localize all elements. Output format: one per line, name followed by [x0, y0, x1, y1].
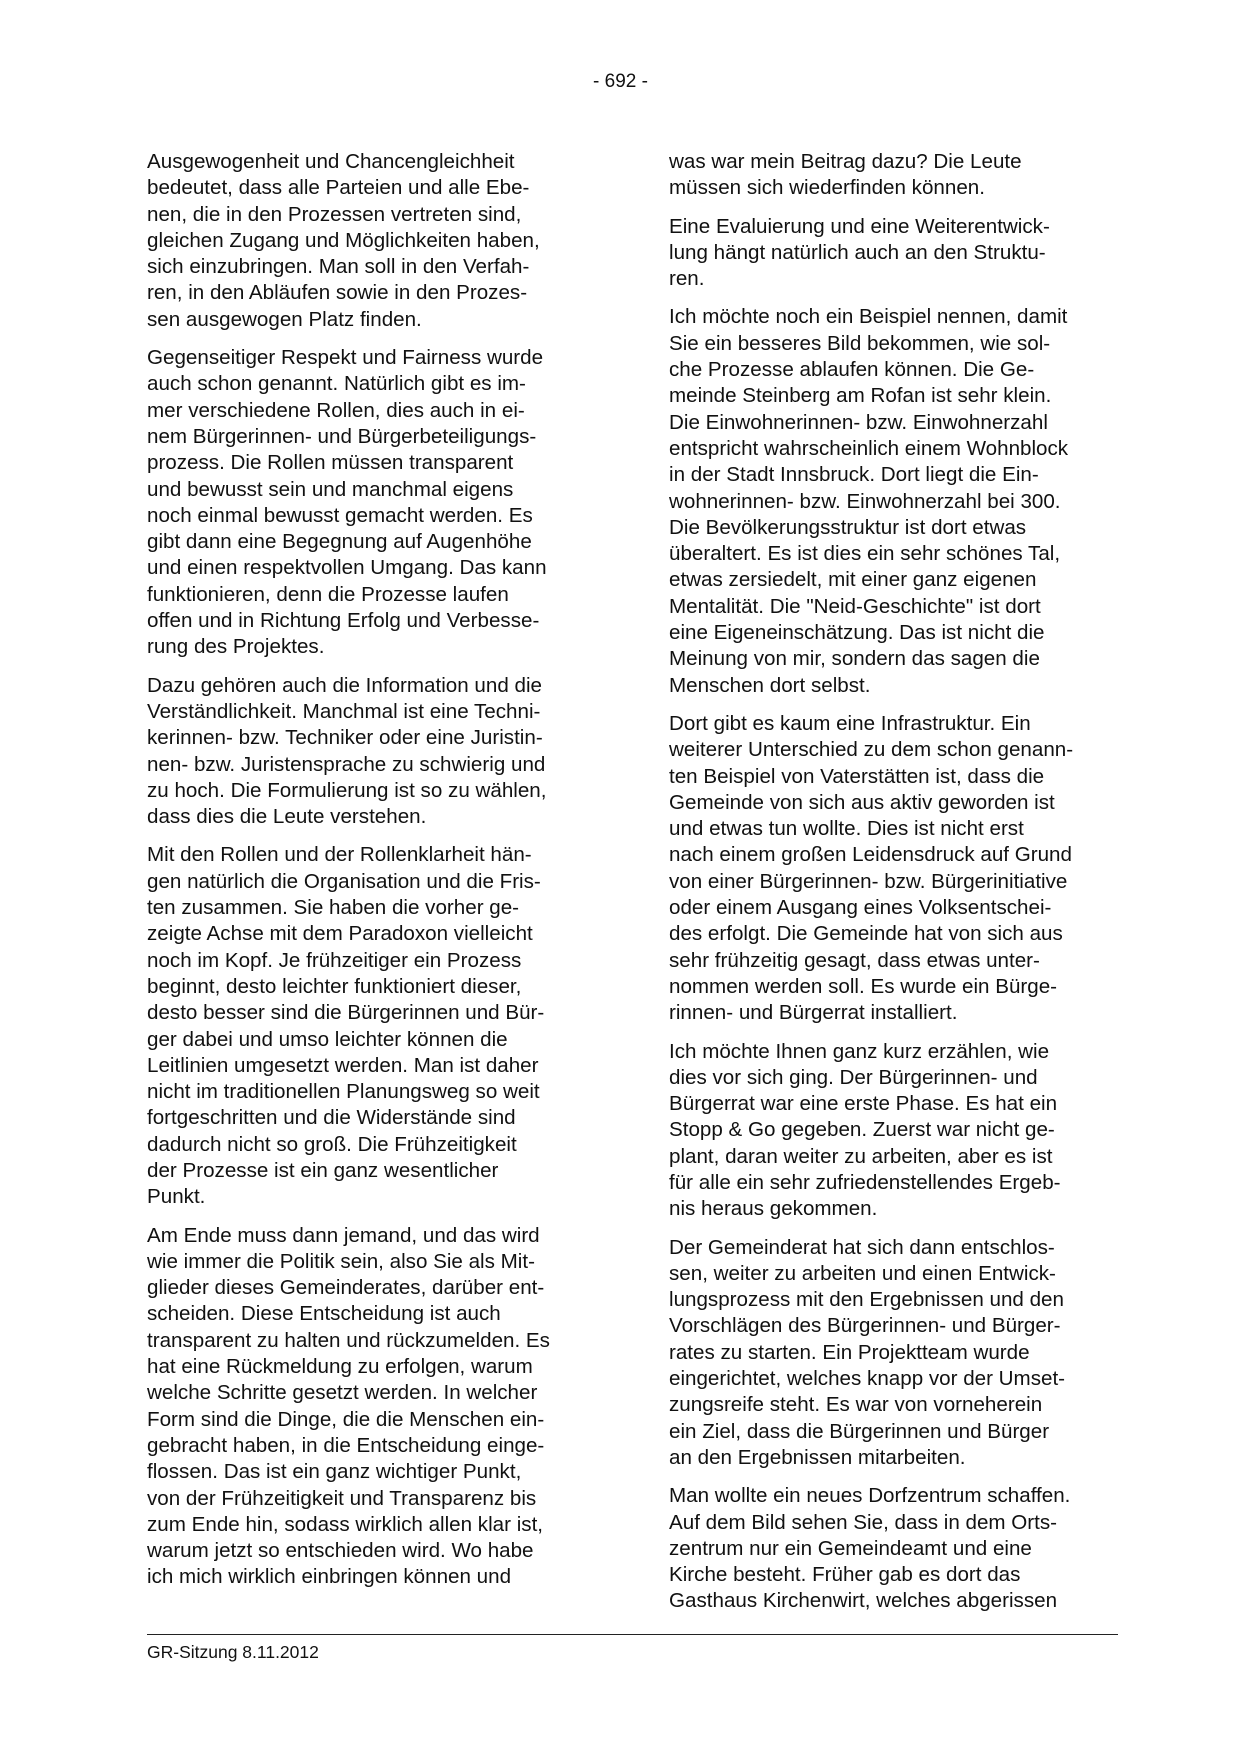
text-line: noch einmal bewusst gemacht werden. Es — [147, 503, 533, 527]
text-line: und einen respektvollen Umgang. Das kann — [147, 556, 547, 580]
text-line: Form sind die Dinge, die die Menschen ein- — [147, 1407, 545, 1431]
text-line: sen, weiter zu arbeiten und einen Entwick- — [669, 1261, 1056, 1285]
text-line: Die Einwohnerinnen- bzw. Einwohnerzahl — [669, 410, 1048, 434]
text-line: und etwas tun wollte. Dies ist nicht erst — [669, 817, 1024, 841]
text-line: kerinnen- bzw. Techniker oder eine Juristin- — [147, 726, 543, 750]
paragraph — [669, 711, 1109, 1027]
text-line: flossen. Das ist ein ganz wichtiger Punkt, — [147, 1460, 522, 1484]
text-line: gen natürlich die Organisation und die Fris- — [147, 869, 541, 893]
text-line: ein Ziel, dass die Bürgerinnen und Bürger — [669, 1419, 1050, 1443]
text-line: ger dabei und umso leichter können die — [147, 1027, 508, 1051]
text-line: bedeutet, dass alle Parteien und alle Ebe- — [147, 176, 530, 200]
text-line: nommen werden soll. Es wurde ein Bürge- — [669, 974, 1058, 998]
text-line: transparent zu halten und rückzumelden. Es — [147, 1328, 550, 1352]
text-line: meinde Steinberg am Rofan ist sehr klein. — [669, 384, 1052, 408]
text-line: zungsreife steht. Es war von vorneherein — [669, 1393, 1043, 1417]
text-line: Leitlinien umgesetzt werden. Man ist daher — [147, 1053, 539, 1077]
text-line: welche Schritte gesetzt werden. In welcher — [147, 1381, 538, 1405]
text-line: Gemeinde von sich aus aktiv geworden ist — [669, 790, 1055, 814]
text-line: überaltert. Es ist dies ein sehr schönes Tal, — [669, 542, 1061, 566]
text-line: ren, in den Abläufen sowie in den Prozes- — [147, 281, 528, 305]
text-line: der Prozesse ist ein ganz wesentlicher — [147, 1158, 499, 1182]
text-line: ren. — [669, 267, 705, 291]
paragraph — [147, 345, 587, 661]
text-line: auch schon genannt. Natürlich gibt es im- — [147, 372, 526, 396]
text-line: an den Ergebnissen mitarbeiten. — [669, 1445, 966, 1469]
left-column — [147, 149, 587, 1603]
text-line: wie immer die Politik sein, also Sie als Mit- — [147, 1249, 535, 1273]
text-line: glieder dieses Gemeinderates, darüber ent- — [147, 1276, 545, 1300]
paragraph — [669, 1235, 1109, 1472]
text-line: sehr frühzeitig gesagt, dass etwas unter- — [669, 948, 1040, 972]
text-line: in der Stadt Innsbruck. Dort liegt die Ein- — [669, 463, 1039, 487]
text-line: gibt dann eine Begegnung auf Augenhöhe — [147, 530, 532, 554]
paragraph — [147, 149, 587, 333]
text-line: weiterer Unterschied zu dem schon genann- — [669, 738, 1074, 762]
text-line: nen- bzw. Juristensprache zu schwierig und — [147, 752, 546, 776]
text-line: offen und in Richtung Erfolg und Verbesse- — [147, 609, 540, 633]
text-line: Dazu gehören auch die Information und die — [147, 673, 542, 697]
footer-session-date: GR-Sitzung 8.11.2012 — [147, 1642, 319, 1662]
text-line: Stopp & Go gegeben. Zuerst war nicht ge- — [669, 1118, 1055, 1142]
text-line: beginnt, desto leichter funktioniert dieser, — [147, 974, 522, 998]
text-line: nem Bürgerinnen- und Bürgerbeteiligungs- — [147, 424, 537, 448]
paragraph — [669, 1483, 1109, 1614]
text-line: ich mich wirklich einbringen können und — [147, 1565, 512, 1589]
text-line: zu hoch. Die Formulierung ist so zu wählen, — [147, 778, 547, 802]
text-line: gleichen Zugang und Möglichkeiten haben, — [147, 228, 540, 252]
text-line: Sie ein besseres Bild bekommen, wie sol- — [669, 331, 1051, 355]
paragraph — [669, 149, 1109, 202]
text-line: was war mein Beitrag dazu? Die Leute — [669, 150, 1022, 173]
text-line: hat eine Rückmeldung zu erfolgen, warum — [147, 1355, 533, 1379]
text-line: Dort gibt es kaum eine Infrastruktur. Ein — [669, 711, 1031, 735]
text-line: rates zu starten. Ein Projektteam wurde — [669, 1340, 1030, 1364]
text-line: Menschen dort selbst. — [669, 673, 871, 697]
text-line: Mit den Rollen und der Rollenklarheit hän- — [147, 843, 532, 867]
text-line: von einer Bürgerinnen- bzw. Bürgerinitiative — [669, 869, 1068, 893]
text-line: Bürgerrat war eine erste Phase. Es hat ein — [669, 1092, 1058, 1116]
paragraph — [147, 842, 587, 1210]
text-line: dass dies die Leute verstehen. — [147, 805, 427, 829]
text-line: Ich möchte noch ein Beispiel nennen, damit — [669, 305, 1068, 329]
text-line: Verständlichkeit. Manchmal ist eine Techni- — [147, 699, 541, 723]
text-line: Kirche besteht. Früher gab es dort das — [669, 1563, 1021, 1587]
text-line: funktionieren, denn die Prozesse laufen — [147, 582, 509, 606]
text-line: Die Bevölkerungsstruktur ist dort etwas — [669, 515, 1027, 539]
text-line: Ausgewogenheit und Chancengleichheit — [147, 150, 515, 173]
text-line: entspricht wahrscheinlich einem Wohnblock — [669, 436, 1069, 460]
text-line: für alle ein sehr zufriedenstellendes Ergeb- — [669, 1170, 1061, 1194]
text-line: zeigte Achse mit dem Paradoxon vielleicht — [147, 922, 533, 946]
footer-divider — [147, 1634, 1118, 1635]
text-line: Gegenseitiger Respekt und Fairness wurde — [147, 346, 544, 370]
text-line: Man wollte ein neues Dorfzentrum schaffen. — [669, 1484, 1071, 1508]
text-line: warum jetzt so entschieden wird. Wo habe — [147, 1539, 534, 1563]
text-line: rinnen- und Bürgerrat installiert. — [669, 1001, 958, 1025]
text-line: zum Ende hin, sodass wirklich allen klar ist, — [147, 1512, 544, 1536]
text-line: müssen sich wiederfinden können. — [669, 176, 985, 200]
text-line: etwas zersiedelt, mit einer ganz eigenen — [669, 568, 1037, 592]
paragraph — [147, 1223, 587, 1591]
text-line: sen ausgewogen Platz finden. — [147, 307, 422, 331]
paragraph — [669, 304, 1109, 698]
paragraph — [669, 214, 1109, 293]
text-line: ten Beispiel von Vaterstätten ist, dass die — [669, 764, 1045, 788]
text-line: Ich möchte Ihnen ganz kurz erzählen, wie — [669, 1039, 1050, 1063]
text-line: dadurch nicht so groß. Die Frühzeitigkeit — [147, 1132, 517, 1156]
text-line: Mentalität. Die "Neid-Geschichte" ist dort — [669, 594, 1041, 618]
text-line: lungsprozess mit den Ergebnissen und den — [669, 1288, 1064, 1312]
text-line: noch im Kopf. Je frühzeitiger ein Prozess — [147, 948, 522, 972]
text-line: che Prozesse ablaufen können. Die Ge- — [669, 358, 1035, 382]
text-line: nach einem großen Leidensdruck auf Grund — [669, 843, 1072, 867]
text-line: plant, daran weiter zu arbeiten, aber es ist — [669, 1144, 1053, 1168]
text-line: fortgeschritten und die Widerstände sind — [147, 1106, 516, 1130]
page-number: - 692 - — [593, 71, 648, 92]
text-line: Am Ende muss dann jemand, und das wird — [147, 1223, 540, 1247]
paragraph — [669, 1039, 1109, 1223]
right-column — [669, 149, 1109, 1627]
text-line: Auf dem Bild sehen Sie, dass in dem Orts- — [669, 1510, 1058, 1534]
text-line: ten zusammen. Sie haben die vorher ge- — [147, 896, 520, 920]
text-line: des erfolgt. Die Gemeinde hat von sich aus — [669, 922, 1063, 946]
text-line: mer verschiedene Rollen, dies auch in ei- — [147, 398, 525, 422]
text-line: oder einem Ausgang eines Volksentschei- — [669, 896, 1052, 920]
text-line: zentrum nur ein Gemeindeamt und eine — [669, 1536, 1032, 1560]
text-line: Vorschlägen des Bürgerinnen- und Bürger- — [669, 1314, 1061, 1338]
text-line: Punkt. — [147, 1185, 206, 1209]
text-line: eingerichtet, welches knapp vor der Umset- — [669, 1367, 1066, 1391]
text-line: Gasthaus Kirchenwirt, welches abgerissen — [669, 1589, 1058, 1613]
text-line: nis heraus gekommen. — [669, 1197, 878, 1221]
paragraph — [147, 673, 587, 831]
text-line: Meinung von mir, sondern das sagen die — [669, 647, 1040, 671]
text-line: nen, die in den Prozessen vertreten sind, — [147, 202, 522, 226]
text-line: gebracht haben, in die Entscheidung einge- — [147, 1433, 545, 1457]
text-line: prozess. Die Rollen müssen transparent — [147, 451, 514, 475]
text-line: und bewusst sein und manchmal eigens — [147, 477, 514, 501]
text-line: wohnerinnen- bzw. Einwohnerzahl bei 300. — [669, 489, 1061, 513]
text-line: lung hängt natürlich auch an den Struktu- — [669, 240, 1046, 264]
text-line: sich einzubringen. Man soll in den Verfah- — [147, 255, 530, 279]
text-line: desto besser sind die Bürgerinnen und Bür- — [147, 1001, 545, 1025]
text-line: Eine Evaluierung und eine Weiterentwick- — [669, 214, 1050, 238]
text-line: eine Eigeneinschätzung. Das ist nicht die — [669, 621, 1045, 645]
text-line: rung des Projektes. — [147, 635, 325, 659]
text-line: dies vor sich ging. Der Bürgerinnen- und — [669, 1065, 1038, 1089]
text-line: scheiden. Diese Entscheidung ist auch — [147, 1302, 501, 1326]
text-line: Der Gemeinderat hat sich dann entschlos- — [669, 1235, 1055, 1259]
text-line: von der Frühzeitigkeit und Transparenz bis — [147, 1486, 537, 1510]
text-line: nicht im traditionellen Planungsweg so weit — [147, 1080, 540, 1104]
